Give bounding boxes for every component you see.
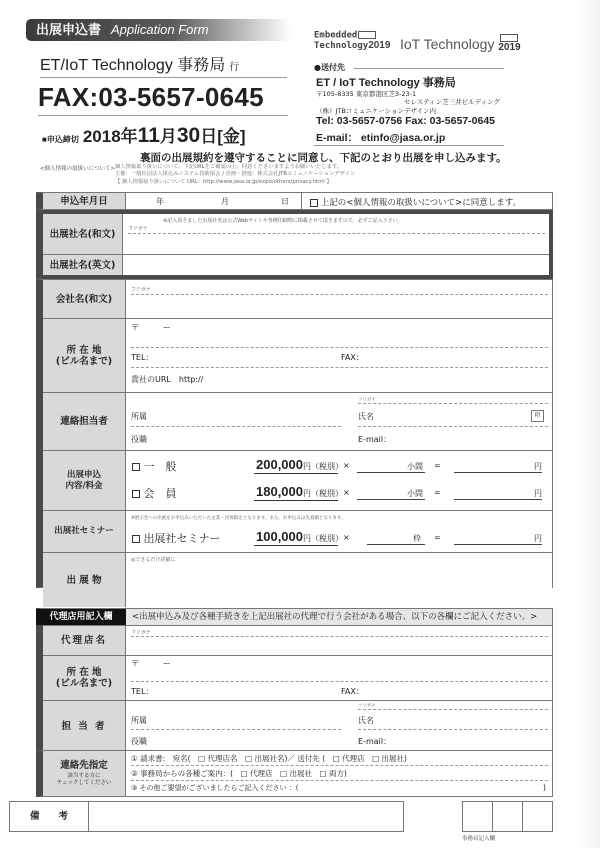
office-use-boxes [462,801,553,832]
exhibitor-name-en-label [43,255,123,275]
iot-technology-logo [400,34,521,52]
sendto-address-1: 〒105-8335 東京都港区芝3-23-1 [316,90,417,98]
label-text: 会社名(和文) [55,293,113,305]
general-total-field[interactable] [454,472,542,473]
embedded-technology-logo [314,31,390,51]
fax-number: FAX:03-5657-0645 [38,82,288,116]
general-price [256,457,343,472]
address-label [43,319,126,392]
general-option[interactable] [132,458,177,474]
sendto-tel-fax: Tel: 03-5657-0756 Fax: 03-5657-0645 [316,115,496,127]
seal-icon: 印 [531,410,544,422]
seminar-checkbox[interactable] [132,535,140,543]
tel-label: TEL： [131,353,154,362]
divider [131,347,548,348]
year-label: 年 [156,197,164,206]
contact-spec-label [43,751,126,796]
price-unit: 円（税別） [303,462,343,471]
exhibitor-note: ※記入頂きました出展社名は公式Webサイトや各種印刷物に掲載させて頂きますので、必ずご記入下さい。 [163,218,403,224]
member-checkbox[interactable] [132,490,140,498]
agent-note: <出展申込み及び各種手続きを上記出展社の代理で行う会社がある場合、以下の各欄にご記入ください。> [126,609,552,625]
times-sign: × [343,533,350,542]
sendto-email: E-mail： etinfo@jasa.or.jp [316,132,446,144]
exhibits-note: ◎できるだけ詳細に [131,557,176,563]
application-date-field[interactable] [126,193,302,209]
price-value: 200,000 [256,457,303,472]
divider [358,403,548,404]
booth-unit: 小間 [407,462,423,471]
et-logo-year: 2019 [368,39,391,51]
deadline-day-unit: 日[金] [200,127,246,146]
contact-person-field[interactable] [126,393,552,450]
divider [254,473,338,474]
divider [131,780,548,781]
logo-badge-icon [358,31,376,39]
slot-count-field[interactable] [367,544,425,545]
divider [314,145,504,146]
label-subtext: 内容/料金 [65,480,103,491]
company-name-label [43,280,126,318]
times-sign: × [343,488,350,497]
page-edge-shadow [578,0,600,848]
application-date-section [36,192,553,210]
divider [358,729,548,730]
agreement-statement: 裏面の出展規約を遵守することに同意し、下記のとおり出展を申し込みます。 [140,152,507,164]
member-option[interactable] [132,485,177,501]
dept-label: 所属 [131,716,147,725]
divider [254,500,338,501]
company-name-field[interactable] [126,280,552,318]
other-requests-close: ) [542,783,546,792]
name-label: 氏名 [358,412,374,421]
furigana-label: フリガナ [131,287,151,293]
remarks-field[interactable] [89,802,403,831]
exhibits-field[interactable] [126,553,552,607]
title-en: Application Form [111,22,209,37]
sendto-org: ET / IoT Technology 事務局 [316,77,456,89]
label-text: 代理店名 [60,635,107,646]
remarks-label [10,802,89,831]
divider [358,709,548,710]
fax-label: FAX： [341,353,364,362]
day-label: 日 [281,197,289,206]
furigana-line [128,233,545,234]
exhibitor-name-jp-label [43,214,123,254]
furigana-label: フリガナ [128,226,148,232]
consent-text: 上記の<個人情報の取扱いについて>に同意します。 [320,198,522,208]
consent-checkbox-row[interactable] [302,193,552,209]
furigana-line [131,294,548,295]
seminar-option[interactable] [132,530,221,546]
divider [254,545,338,546]
deadline-year: 2018年 [82,127,138,146]
dept-label: 所属 [131,412,147,421]
fax-label: FAX： [341,687,364,696]
company-info-section [36,279,553,588]
postal-code-label: 〒 ー [131,659,171,668]
agent-name-field[interactable] [126,626,552,655]
furigana-label: フリガナ [131,630,151,636]
agent-name-label [43,626,126,655]
exhibitor-name-section [36,210,553,279]
member-price [256,484,343,499]
label-text: 申込年月日 [60,195,108,207]
recipient [40,52,287,78]
equals-sign: = [434,533,441,542]
title-jp: 出展申込書 [36,23,102,38]
seminar-total-field[interactable] [454,544,542,545]
price-value: 180,000 [256,484,303,499]
yen-unit: 円 [534,462,542,471]
privacy-line-3: 【 個人情報取り扱いについて URL：http://www.jasa.or.jp/expo/others/privacy.html 】 [115,178,332,185]
seminar-note: ※展示会への出展をお申込みいただいた企業・団体限定となります。また、お申込みは先着順となります。 [131,516,346,521]
furigana-label: フリガナ [358,704,376,709]
label-text: 出 展 物 [66,574,102,586]
deadline-label: ■申込締切 [42,135,79,144]
sendto-address-3: （株）JTBコミュニケーションデザイン内 [316,107,437,115]
email-label: E-mail： [358,737,392,746]
deadline-month-unit: 月 [159,127,177,146]
agent-tag: 代理店用記入欄 [36,609,126,625]
member-label: 会 員 [143,487,177,500]
contact-spec-section [36,750,553,797]
privacy-label: <個人情報の取扱いについて> [40,166,116,172]
postal-code-label: 〒 ー [131,323,171,332]
email-label: E-mail： [358,435,392,444]
label-text: 備 考 [29,811,68,822]
deadline-day: 30 [176,124,201,147]
price-value: 100,000 [256,529,303,544]
member-total-field[interactable] [454,499,542,500]
divider [354,68,504,69]
consent-checkbox[interactable] [310,199,318,207]
application-date-label [43,193,126,209]
slot-unit: 枠 [413,534,421,543]
agent-address-label [43,656,126,700]
price-unit: 円（税別） [303,489,343,498]
address-field[interactable] [126,319,552,392]
general-checkbox[interactable] [132,463,140,471]
agent-person-field[interactable] [126,701,552,751]
sendto-label: ●送付先 [314,63,345,72]
agent-header [43,609,552,626]
recipient-name: ET/IoT Technology 事務局 [40,57,226,74]
label-text: 出展社名(英文) [49,259,116,271]
contact-spec-field [126,751,552,796]
booth-count-field[interactable] [357,472,425,473]
recipient-suffix: 行 [229,62,240,73]
seminar-price [256,529,343,544]
divider [131,681,548,682]
label-text: 連絡先指定 [60,760,108,771]
deadline-month: 11 [137,124,160,147]
position-label: 役職 [131,435,147,444]
divider [358,426,548,427]
divider [131,426,341,427]
furigana-line [131,636,548,637]
label-text: 出展社セミナー [54,526,114,536]
deadline [42,122,246,148]
label-text: 出展社名(和文) [49,228,116,240]
times-sign: × [343,461,350,470]
furigana-label: フリガナ [358,398,376,403]
invoice-option[interactable]: ① 請求書: 宛名( □ 代理店名 □ 出展社名)／ 送付先 ( □ 代理店 □ 出展社) [131,754,407,763]
yen-unit: 円 [534,534,542,543]
remarks-section [9,801,404,832]
yen-unit: 円 [534,489,542,498]
seminar-item-label: 出展社セミナー [143,532,221,545]
equals-sign: = [434,461,441,470]
fee-label [43,451,126,510]
sendto-address-2: セレスティン芝三井ビルディング [404,98,501,106]
url-label: 貴社のURL http:// [131,375,204,384]
office-box [463,802,493,831]
fee-field [126,451,552,510]
divider [131,765,548,766]
privacy-text [115,164,355,186]
label-text: 担 当 者 [61,720,107,732]
label-text: 出展申込 [66,469,101,480]
label-text: 所 在 地 [66,667,102,678]
sendto-heading [314,62,504,73]
seminar-field [126,511,552,552]
iot-logo-year: 2019 [498,42,521,53]
office-use-label: 事務局記入欄 [462,836,496,842]
seminar-label [43,511,126,552]
divider [131,367,548,368]
other-requests[interactable]: ③ その他ご要望がございましたらご記入ください ：( [131,784,299,792]
booth-count-field[interactable] [357,499,425,500]
month-label: 月 [221,197,229,206]
privacy-line-1: 個人情報取り扱いについて、下記URLをご確認の上、同意くださいますようお願いいたします。 [115,164,343,170]
tel-label: TEL： [131,687,154,696]
equals-sign: = [434,488,441,497]
iot-logo-name: IoT Technology [400,36,495,52]
form-title-bar [26,19,291,41]
price-unit: 円（税別） [303,534,343,543]
exhibitor-name-en-field[interactable] [123,255,549,275]
label-text: 連絡担当者 [60,416,108,427]
agent-person-label [43,701,126,751]
label-subtext: (ビル名まで) [55,355,113,367]
privacy-line-2: 主催：一般社団法人組込みシステム技術協会 / 企画・推進：株式会社JTBコミュニケーションデザイン [115,171,356,178]
divider [131,729,341,730]
booth-unit: 小間 [407,489,423,498]
contact-person-label [43,393,126,450]
agent-address-field[interactable] [126,656,552,700]
office-box [493,802,523,831]
et-logo-line1: Embedded [314,30,358,41]
label-subtext: チェックしてください [56,780,112,786]
general-label: 一 般 [143,460,177,473]
exhibitor-name-jp-field[interactable] [123,214,549,254]
label-subtext: (ビル名まで) [55,678,113,689]
et-logo-line2: Technology [314,40,369,51]
position-label: 役職 [131,737,147,746]
office-box [523,802,552,831]
name-label: 氏名 [358,716,374,725]
label-subtext: 該当する方に [67,773,101,779]
notice-option[interactable]: ② 事務局からの各種ご案内：( □ 代理店 □ 出展社 □ 両方) [131,769,347,778]
label-text: 所 在 地 [66,344,102,356]
logo-badge-icon [500,34,518,42]
exhibits-label [43,553,126,607]
